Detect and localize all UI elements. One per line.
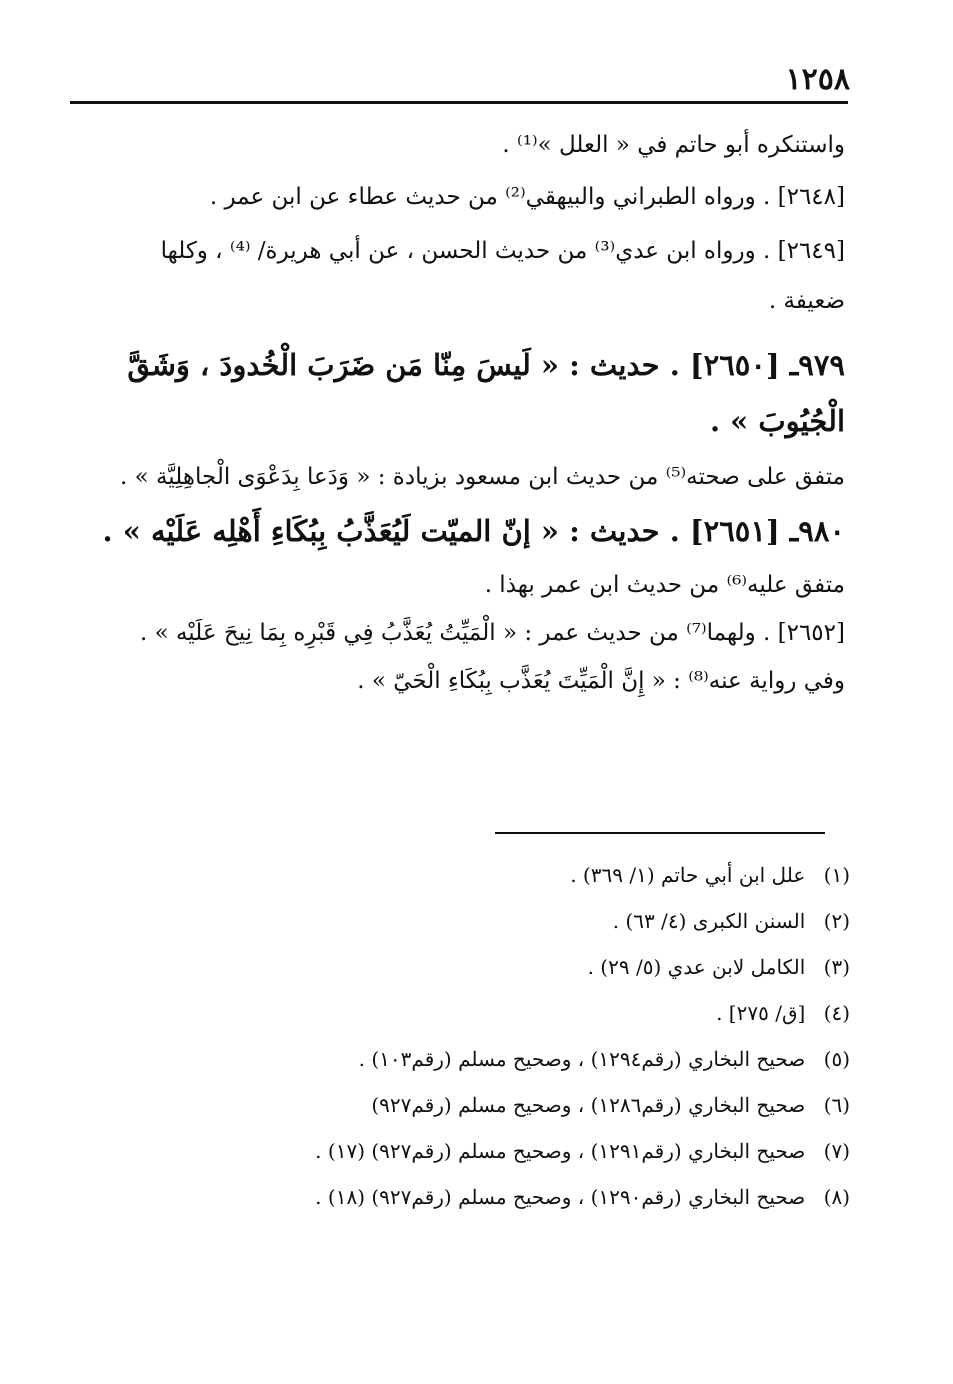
hadith-979-heading-line2: الْجُيُوبَ » . (709, 404, 845, 438)
footnote-text: السنن الكبرى (٤/ ٦٣) . (612, 909, 806, 933)
hadith-980-heading: ٩٨٠ـ [٢٦٥١] . حديث : « إنّ الميّت لَيُعَذَّبُ بِبُكَاءِ أَهْلِه عَلَيْه » . (102, 514, 845, 548)
footnote-item (150, 1046, 850, 1072)
footnote-item (150, 1092, 850, 1118)
paragraph-riwaya: وفي رواية عنه⁽⁸⁾ : « إِنَّ الْمَيِّتَ يُعَذَّب بِبُكَاءِ الْحَيّ » . (357, 668, 845, 694)
paragraph-2652: [٢٦٥٢] . ولهما⁽⁷⁾ من حديث عمر : « الْمَيِّتُ يُعَذَّبُ فِي قَبْرِه بِمَا نِيحَ عَلَيْه » . (139, 620, 845, 646)
paragraph-istankarahu: واستنكره أبو حاتم في « العلل »⁽¹⁾ . (502, 132, 845, 158)
header-rule (70, 101, 848, 104)
note-979: متفق على صحته⁽⁵⁾ من حديث ابن مسعود بزيادة : « وَدَعا بِدَعْوَى الْجاهِلِيَّة » . (119, 464, 845, 490)
paragraph-2648: [٢٦٤٨] . ورواه الطبراني والبيهقي⁽²⁾ من حديث عطاء عن ابن عمر . (209, 184, 845, 210)
footnote-item (150, 908, 850, 934)
footnote-number: (٢) (823, 909, 850, 933)
footnote-number: (١) (823, 863, 850, 887)
footnote-number: (٣) (823, 955, 850, 979)
footnote-item (150, 1138, 850, 1164)
footnote-number: (٧) (823, 1139, 850, 1163)
hadith-979-heading-line1: ٩٧٩ـ [٢٦٥٠] . حديث : « لَيسَ مِنّا مَن ضَرَبَ الْخُدودَ ، وَشَقَّ (127, 348, 845, 382)
footnote-text: صحيح البخاري (رقم١٢٩١) ، وصحيح مسلم (رقم٩٢٧) (١٧) . (315, 1139, 806, 1163)
paragraph-2649-line1: [٢٦٤٩] . ورواه ابن عدي⁽³⁾ من حديث الحسن ، عن أبي هريرة/ ⁽⁴⁾ ، وكلها (160, 238, 845, 264)
page-number: ١٢٥٨ (785, 62, 850, 97)
footnote-text: صحيح البخاري (رقم١٢٩٠) ، وصحيح مسلم (رقم٩٢٧) (١٨) . (315, 1185, 806, 1209)
note-980: متفق عليه⁽⁶⁾ من حديث ابن عمر بهذا . (484, 572, 845, 598)
paragraph-2649-line2: ضعيفة . (768, 288, 845, 314)
footnote-text: صحيح البخاري (رقم١٢٨٦) ، وصحيح مسلم (رقم٩٢٧) (371, 1093, 806, 1117)
footnote-text: الكامل لابن عدي (٥/ ٢٩) . (587, 955, 806, 979)
footnote-number: (٦) (823, 1093, 850, 1117)
footnote-number: (٨) (823, 1185, 850, 1209)
footnote-item (150, 1000, 850, 1026)
main-text (80, 130, 845, 696)
footnote-item (150, 954, 850, 980)
footnote-text: علل ابن أبي حاتم (١/ ٣٦٩) . (570, 863, 806, 887)
footnote-item (150, 862, 850, 888)
footnote-number: (٤) (823, 1001, 850, 1025)
footnote-text: [ق/ ٢٧٥] . (716, 1001, 806, 1025)
footnote-item (150, 1184, 850, 1210)
footnote-number: (٥) (823, 1047, 850, 1071)
footnote-text: صحيح البخاري (رقم١٢٩٤) ، وصحيح مسلم (رقم١٠٣) . (358, 1047, 806, 1071)
footnotes (150, 862, 850, 1230)
footnote-rule (495, 832, 825, 834)
